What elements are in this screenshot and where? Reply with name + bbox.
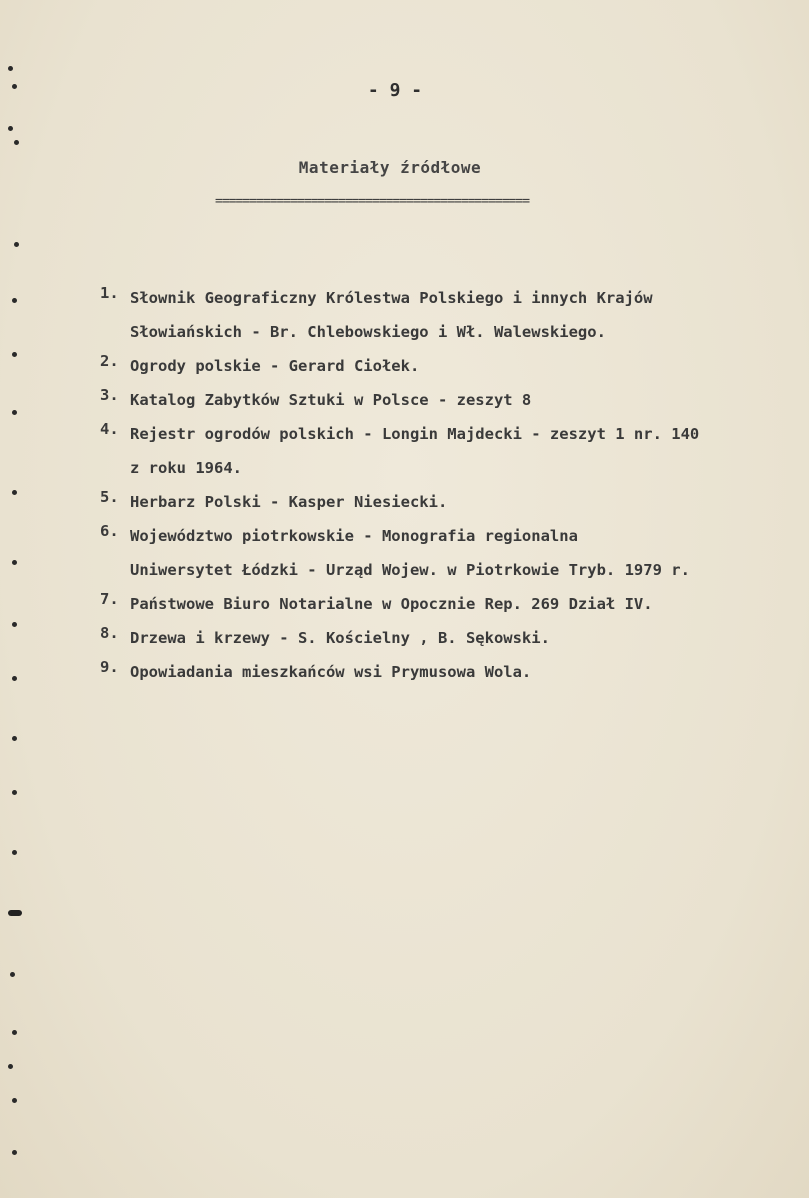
- binding-margin-marks: [0, 0, 30, 1198]
- list-item-line: Słowiańskich - Br. Chlebowskiego i Wł. Walewskiego.: [130, 323, 606, 341]
- list-item-number: 9.: [100, 658, 119, 676]
- margin-dot: [12, 352, 17, 357]
- margin-dot: [12, 560, 17, 565]
- margin-dot: [14, 242, 19, 247]
- list-item-number: 2.: [100, 352, 119, 370]
- list-item: [100, 522, 780, 590]
- list-item-line: z roku 1964.: [130, 459, 242, 477]
- list-item-number: 8.: [100, 624, 119, 642]
- list-item: [100, 352, 780, 386]
- margin-dot: [12, 410, 17, 415]
- list-item: [100, 488, 780, 522]
- margin-dot: [12, 298, 17, 303]
- list-item-text: [130, 420, 780, 488]
- margin-dot: [12, 676, 17, 681]
- list-item-text: [130, 284, 780, 352]
- list-item-line: Herbarz Polski - Kasper Niesiecki.: [130, 493, 448, 511]
- margin-dot: [12, 622, 17, 627]
- list-item-line: Ogrody polskie - Gerard Ciołek.: [130, 357, 420, 375]
- list-item: [100, 386, 780, 420]
- list-item-text: [130, 488, 780, 522]
- list-item-number: 7.: [100, 590, 119, 608]
- list-item: [100, 590, 780, 624]
- list-item-number: 4.: [100, 420, 119, 438]
- page-number: - 9 -: [367, 80, 423, 101]
- title-underline: ==============================================: [215, 196, 530, 208]
- list-item-text: [130, 624, 780, 658]
- list-item: [100, 284, 780, 352]
- margin-dot: [14, 140, 19, 145]
- margin-dot: [12, 490, 17, 495]
- margin-dot: [8, 126, 13, 131]
- list-item-line: Uniwersytet Łódzki - Urząd Wojew. w Piotrkowie Tryb. 1979 r.: [130, 561, 690, 579]
- list-item-line: Katalog Zabytków Sztuki w Polsce - zeszyt 8: [130, 391, 532, 409]
- margin-dot: [12, 1098, 17, 1103]
- list-item-line: Województwo piotrkowskie - Monografia regionalna: [130, 527, 578, 545]
- list-item-line: Państwowe Biuro Notarialne w Opocznie Rep. 269 Dział IV.: [130, 595, 653, 613]
- list-item: [100, 658, 780, 692]
- list-item-line: Rejestr ogrodów polskich - Longin Majdecki - zeszyt 1 nr. 140: [130, 425, 700, 443]
- margin-dot: [12, 1150, 17, 1155]
- margin-dot: [12, 1030, 17, 1035]
- margin-dot: [12, 736, 17, 741]
- list-item-line: Opowiadania mieszkańców wsi Prymusowa Wola.: [130, 663, 532, 681]
- margin-dot: [12, 84, 17, 89]
- list-item: [100, 420, 780, 488]
- margin-dot: [8, 1064, 13, 1069]
- page-title: Materiały źródłowe: [298, 158, 482, 177]
- list-item-text: [130, 352, 780, 386]
- margin-dot: [12, 790, 17, 795]
- list-item-number: 1.: [100, 284, 119, 302]
- source-list: [100, 284, 780, 692]
- list-item-number: 5.: [100, 488, 119, 506]
- margin-dot: [10, 972, 15, 977]
- margin-dot: [12, 850, 17, 855]
- list-item-line: Słownik Geograficzny Królestwa Polskiego i innych Krajów: [130, 289, 653, 307]
- list-item-text: [130, 386, 780, 420]
- list-item-text: [130, 522, 780, 590]
- margin-dot: [8, 66, 13, 71]
- list-item-line: Drzewa i krzewy - S. Kościelny , B. Sękowski.: [130, 629, 550, 647]
- list-item-number: 3.: [100, 386, 119, 404]
- margin-hole-mark: [8, 910, 22, 916]
- list-item: [100, 624, 780, 658]
- list-item-text: [130, 590, 780, 624]
- list-item-text: [130, 658, 780, 692]
- list-item-number: 6.: [100, 522, 119, 540]
